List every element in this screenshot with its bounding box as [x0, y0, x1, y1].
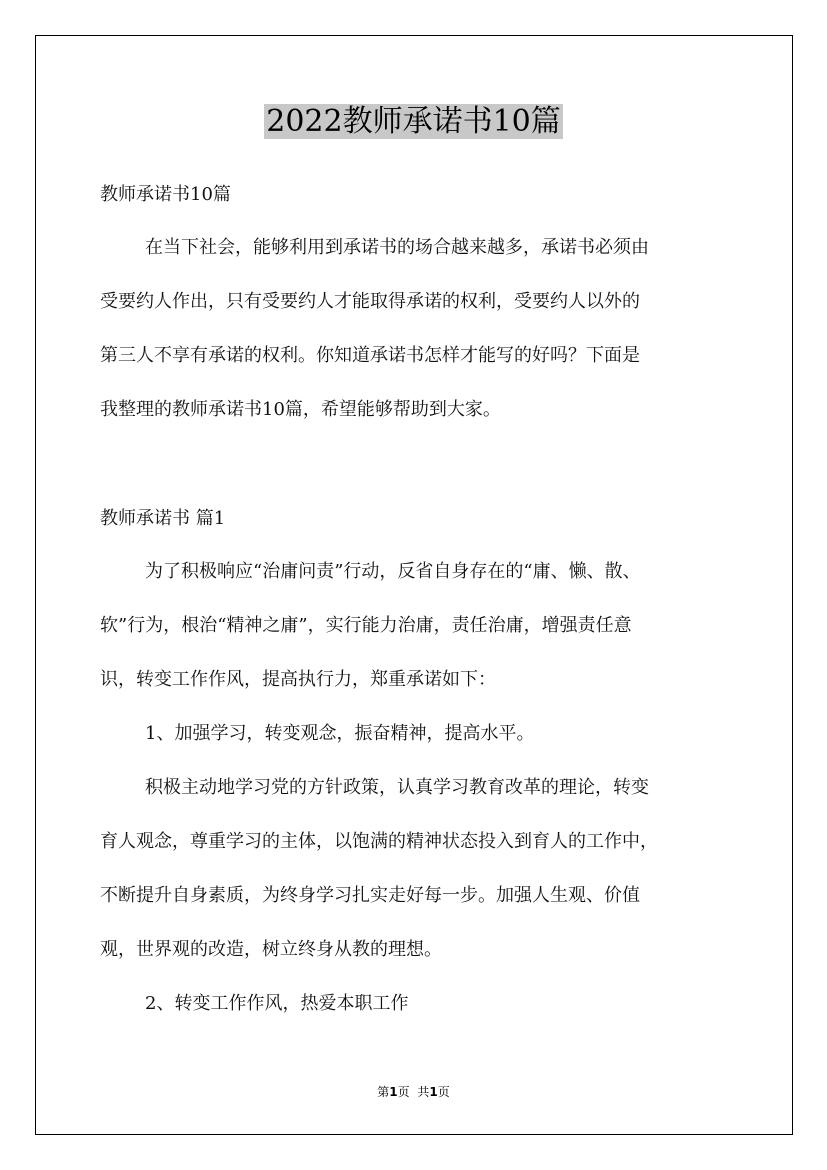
body-line: 不断提升自身素质，为终身学习扎实走好每一步。加强人生观、价值: [100, 885, 640, 906]
section-heading-text: 教师承诺书 篇1: [100, 508, 226, 529]
title-highlight: 2022教师承诺书10篇: [266, 104, 561, 139]
section-body: [100, 560, 740, 1046]
subtitle-text: 教师承诺书10篇: [100, 184, 231, 205]
body-line: 1、加强学习，转变观念，振奋精神，提高水平。: [145, 723, 535, 744]
intro-line: 在当下社会，能够利用到承诺书的场合越来越多，承诺书必须由: [145, 237, 649, 258]
total-suffix: 页: [437, 1085, 450, 1099]
section-heading: [100, 507, 740, 561]
body-line: 软”行为，根治“精神之庸”，实行能力治庸，责任治庸，增强责任意: [100, 615, 632, 636]
body-line: 积极主动地学习党的方针政策，认真学习教育改革的理论，转变: [145, 777, 649, 798]
total-number: 1: [429, 1085, 438, 1099]
intro-line: 受要约人作出，只有受要约人才能取得承诺的权利，受要约人以外的: [100, 291, 640, 312]
intro-line: 第三人不享有承诺的权利。你知道承诺书怎样才能写的好吗？下面是: [100, 345, 640, 366]
body-line: 观，世界观的改造，树立终身从教的理想。: [100, 939, 442, 960]
body-line: 识，转变工作作风，提高执行力，郑重承诺如下：: [100, 669, 496, 690]
page-number: 1: [389, 1085, 398, 1099]
page-prefix: 第: [377, 1085, 390, 1099]
subtitle: [100, 183, 740, 237]
page-footer: [0, 1083, 827, 1100]
body-line: 为了积极响应“治庸问责”行动，反省自身存在的“庸、懒、散、: [145, 561, 641, 582]
body-line: 育人观念，尊重学习的主体，以饱满的精神状态投入到育人的工作中，: [100, 831, 658, 852]
document-title: [0, 100, 827, 144]
body-line: 2、转变工作作风，热爱本职工作: [145, 993, 409, 1014]
intro-paragraph: [100, 236, 740, 452]
intro-line: 我整理的教师承诺书10篇，希望能够帮助到大家。: [100, 399, 501, 420]
total-prefix: 共: [417, 1085, 430, 1099]
page-suffix: 页: [397, 1085, 410, 1099]
